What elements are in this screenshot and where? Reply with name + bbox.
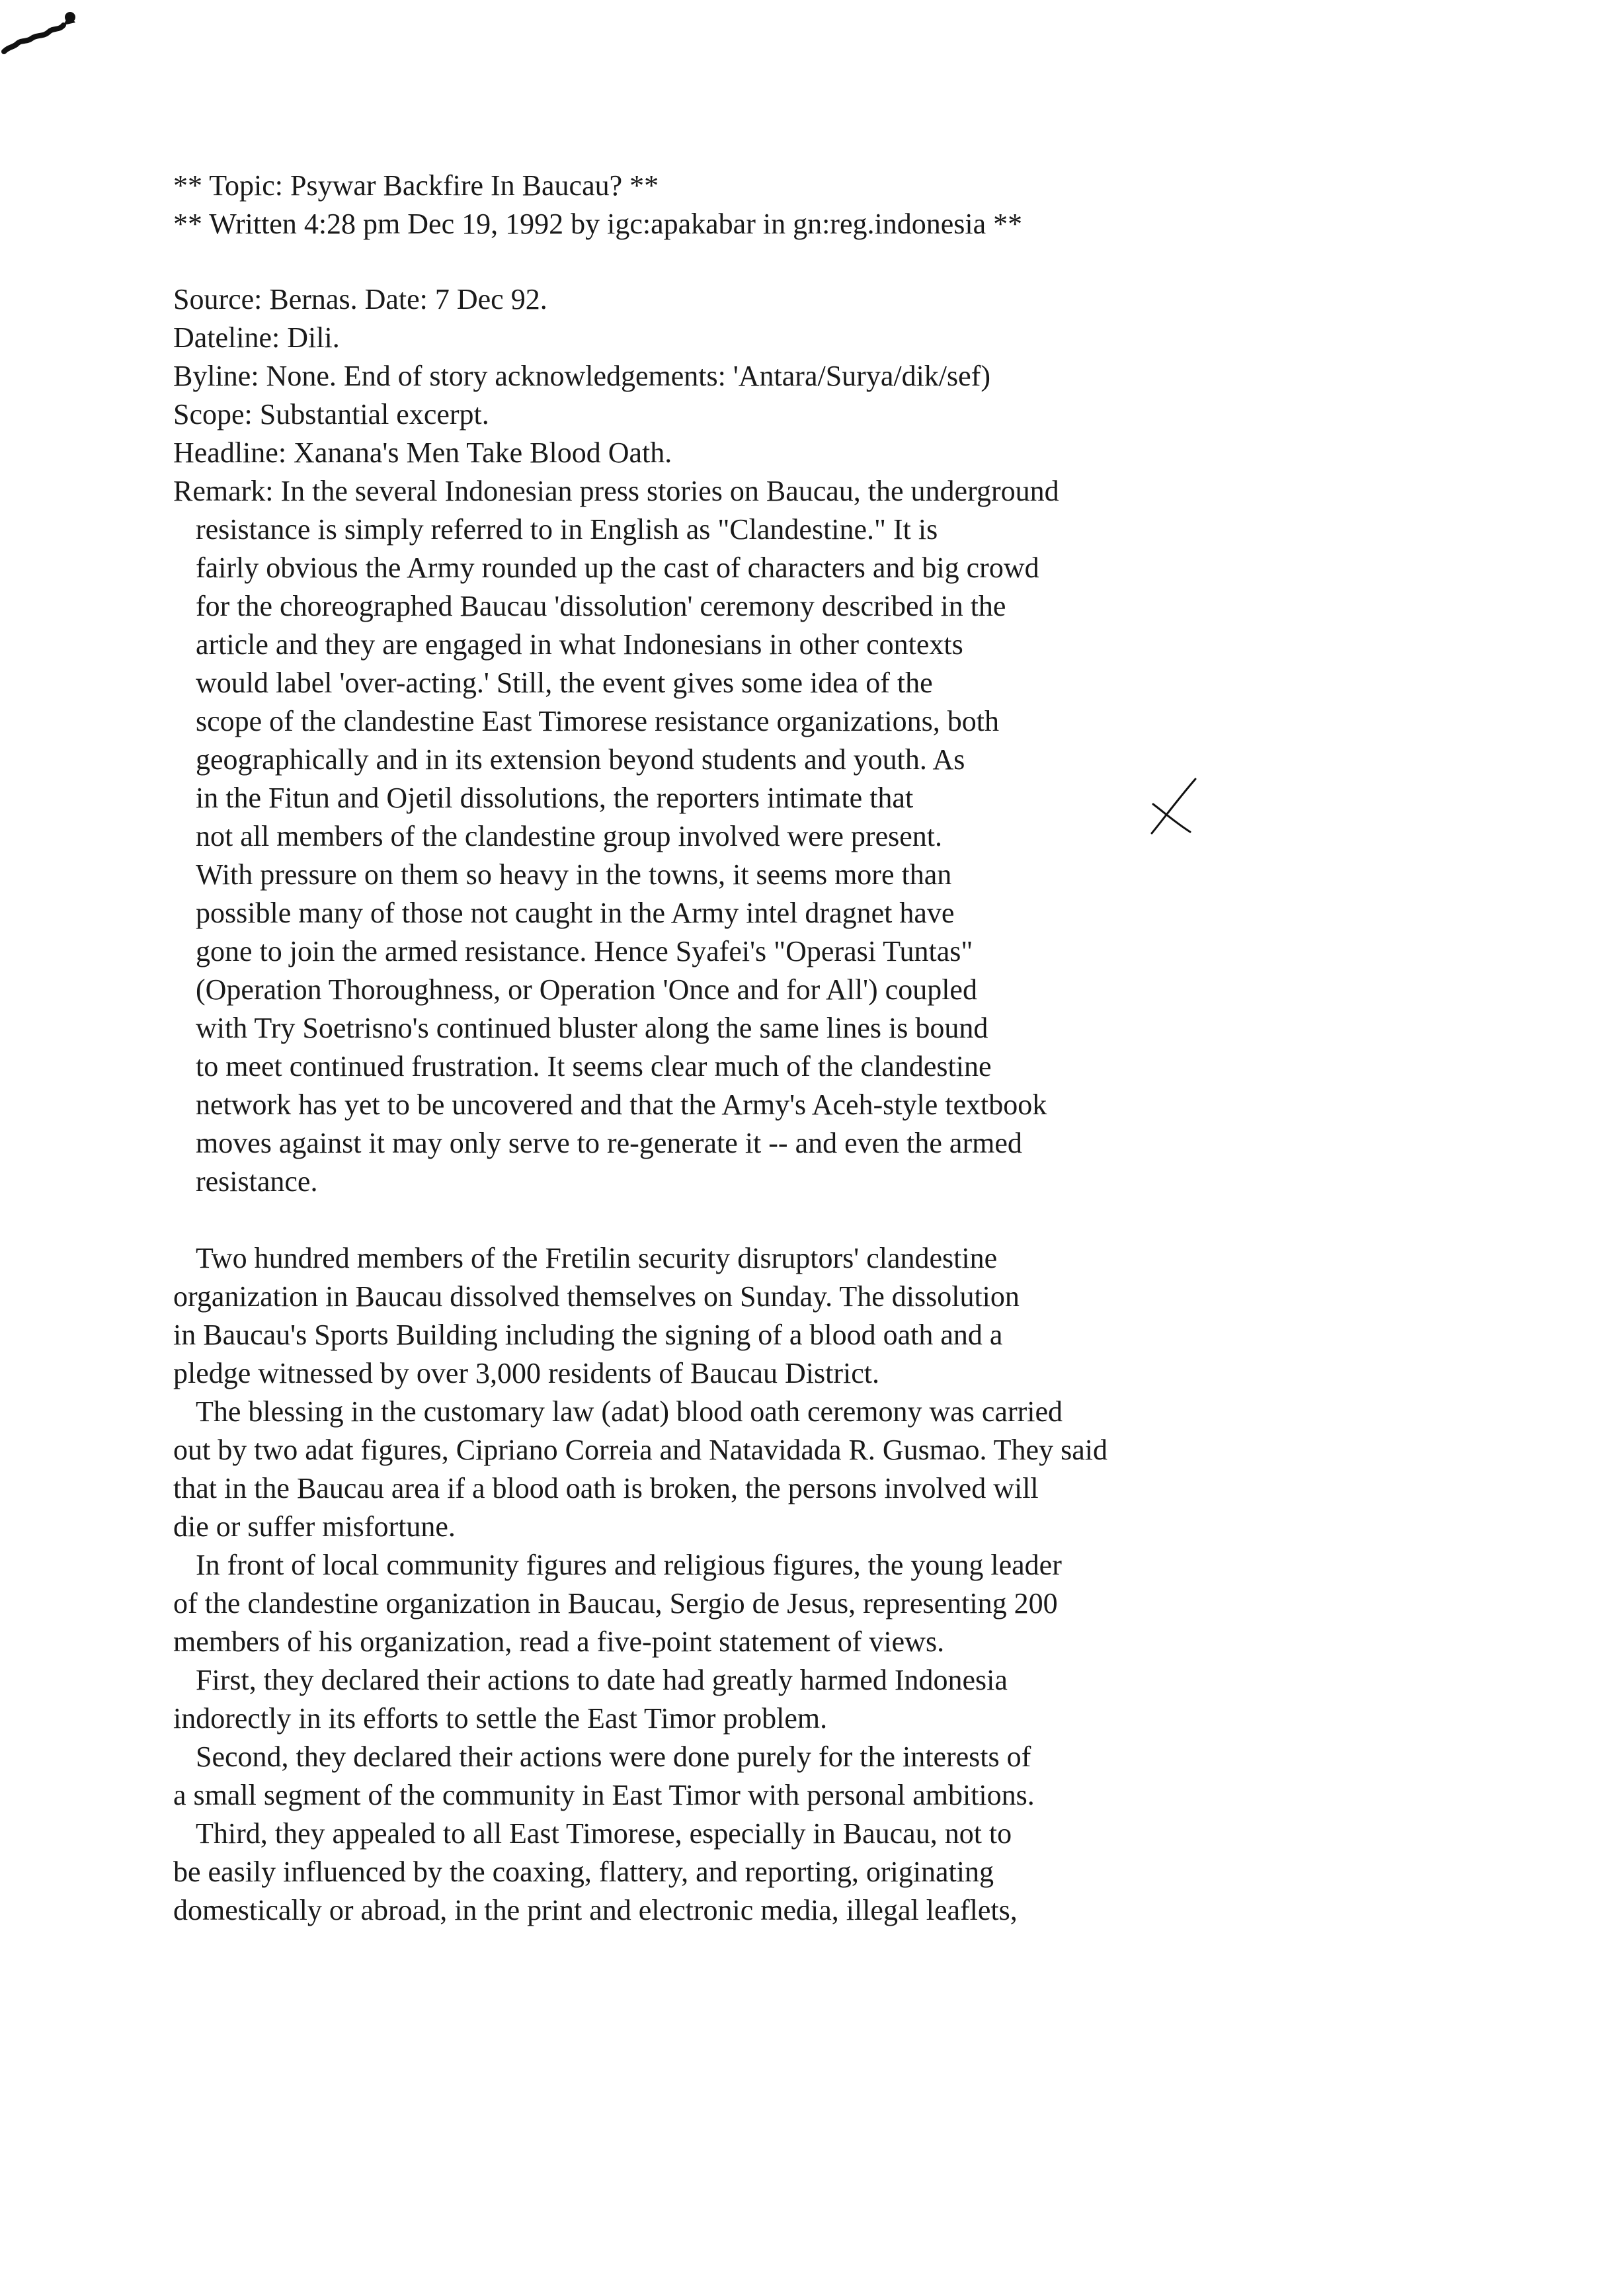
body-line: be easily influenced by the coaxing, flattery, and reporting, originating bbox=[173, 1856, 994, 1888]
remark-line: in the Fitun and Ojetil dissolutions, the reporters intimate that bbox=[196, 782, 914, 814]
remark-line: would label 'over-acting.' Still, the event gives some idea of the bbox=[196, 667, 933, 699]
remark-line: with Try Soetrisno's continued bluster along the same lines is bound bbox=[196, 1012, 988, 1044]
written-line: ** Written 4:28 pm Dec 19, 1992 by igc:apakabar in gn:reg.indonesia ** bbox=[173, 208, 1023, 240]
scope-line: Scope: Substantial excerpt. bbox=[173, 398, 489, 430]
remark-line: article and they are engaged in what Indonesians in other contexts bbox=[196, 628, 963, 661]
remark-line: not all members of the clandestine group involved were present. bbox=[196, 820, 942, 852]
body-line: Second, they declared their actions were done purely for the interests of bbox=[196, 1741, 1031, 1773]
remark-line: moves against it may only serve to re-generate it -- and even the armed bbox=[196, 1127, 1022, 1159]
body-line: that in the Baucau area if a blood oath is broken, the persons involved will bbox=[173, 1472, 1039, 1504]
body-line: organization in Baucau dissolved themselves on Sunday. The dissolution bbox=[173, 1280, 1020, 1313]
remark-line: gone to join the armed resistance. Hence Syafei's "Operasi Tuntas" bbox=[196, 935, 973, 967]
remark-line: fairly obvious the Army rounded up the cast of characters and big crowd bbox=[196, 552, 1039, 584]
remark-line: to meet continued frustration. It seems clear much of the clandestine bbox=[196, 1050, 992, 1083]
topic-line: ** Topic: Psywar Backfire In Baucau? ** bbox=[173, 169, 659, 202]
body-line: indorectly in its efforts to settle the East Timor problem. bbox=[173, 1702, 828, 1735]
body-line: domestically or abroad, in the print and electronic media, illegal leaflets, bbox=[173, 1894, 1018, 1926]
dateline-line: Dateline: Dili. bbox=[173, 321, 340, 354]
body-line: pledge witnessed by over 3,000 residents of Baucau District. bbox=[173, 1357, 879, 1389]
remark-line: possible many of those not caught in the Army intel dragnet have bbox=[196, 897, 955, 929]
remark-line: network has yet to be uncovered and that the Army's Aceh-style textbook bbox=[196, 1088, 1047, 1121]
body-line: die or suffer misfortune. bbox=[173, 1510, 456, 1543]
remark-line: With pressure on them so heavy in the towns, it seems more than bbox=[196, 858, 952, 891]
remark-line: scope of the clandestine East Timorese resistance organizations, both bbox=[196, 705, 1000, 737]
body-line: The blessing in the customary law (adat) blood oath ceremony was carried bbox=[196, 1395, 1063, 1428]
handwritten-x-mark bbox=[1144, 774, 1203, 846]
remark-line: geographically and in its extension beyond students and youth. As bbox=[196, 743, 965, 776]
remark-line: for the choreographed Baucau 'dissolution' ceremony described in the bbox=[196, 590, 1006, 622]
source-line: Source: Bernas. Date: 7 Dec 92. bbox=[173, 283, 547, 315]
remark-line: resistance is simply referred to in English as "Clandestine." It is bbox=[196, 513, 938, 546]
remark-line: Remark: In the several Indonesian press stories on Baucau, the underground bbox=[173, 475, 1059, 507]
body-line: Two hundred members of the Fretilin security disruptors' clandestine bbox=[196, 1242, 998, 1274]
headline-line: Headline: Xanana's Men Take Blood Oath. bbox=[173, 436, 672, 469]
remark-line: resistance. bbox=[196, 1165, 318, 1198]
handwritten-scribble-mark bbox=[0, 0, 93, 73]
body-line: in Baucau's Sports Building including the signing of a blood oath and a bbox=[173, 1319, 1003, 1351]
body-line: In front of local community figures and religious figures, the young leader bbox=[196, 1549, 1062, 1581]
body-line: a small segment of the community in East Timor with personal ambitions. bbox=[173, 1779, 1035, 1811]
body-line: members of his organization, read a five-point statement of views. bbox=[173, 1625, 945, 1658]
byline-line: Byline: None. End of story acknowledgements: 'Antara/Surya/dik/sef) bbox=[173, 360, 990, 392]
remark-line: (Operation Thoroughness, or Operation 'Once and for All') coupled bbox=[196, 973, 977, 1006]
body-line: Third, they appealed to all East Timorese, especially in Baucau, not to bbox=[196, 1817, 1012, 1850]
body-line: of the clandestine organization in Baucau, Sergio de Jesus, representing 200 bbox=[173, 1587, 1058, 1620]
body-line: out by two adat figures, Cipriano Correia and Natavidada R. Gusmao. They said bbox=[173, 1434, 1107, 1466]
body-line: First, they declared their actions to date had greatly harmed Indonesia bbox=[196, 1664, 1008, 1696]
